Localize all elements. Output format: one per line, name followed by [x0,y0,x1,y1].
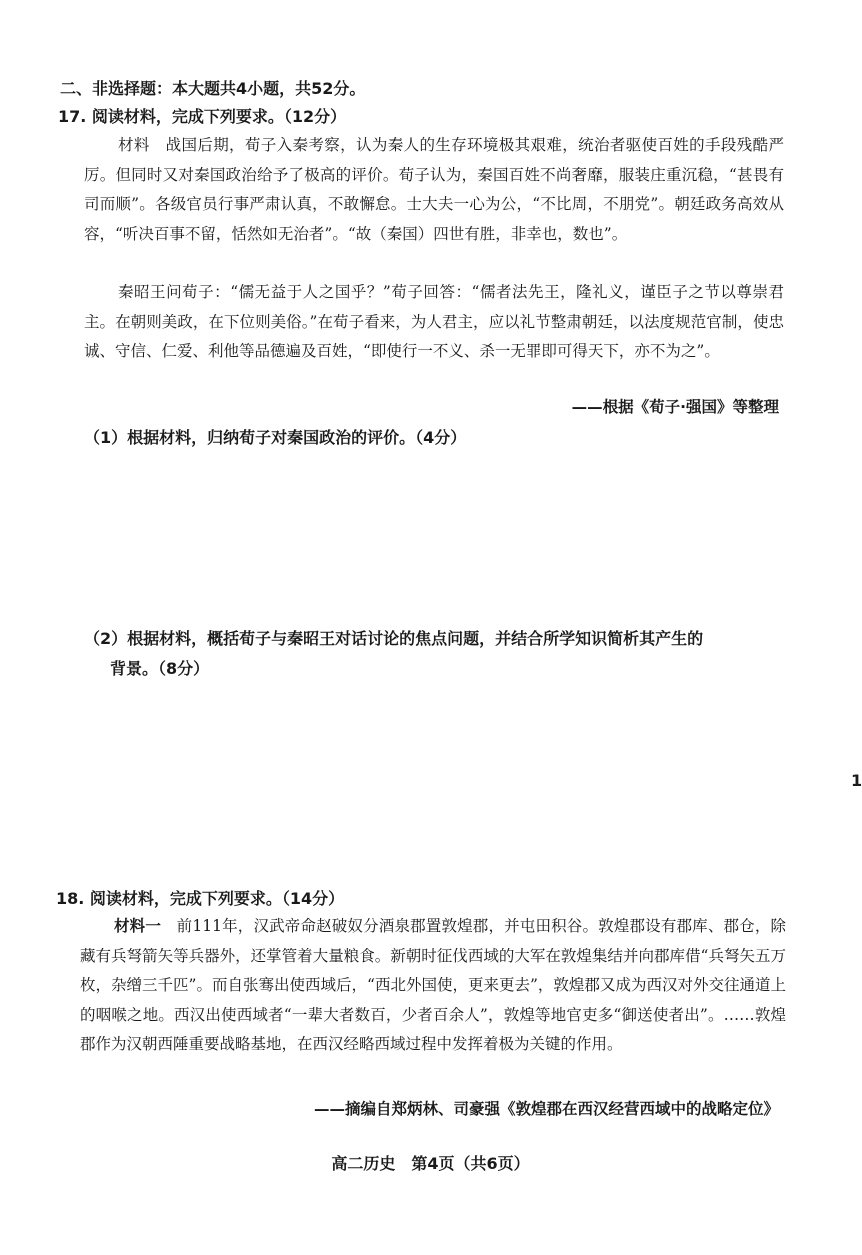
q18-material-text: 前111年，汉武帝命赵破奴分酒泉郡置敦煌郡，并屯田积谷。敦煌郡设有郡库、郡仓，除藏有兵弩箭矢等兵器外，还掌管着大量粮食。新朝时征伐西域的大军在敦煌集结并向郡库借“兵弩矢五万枚，杂缯三千匹”。而自张骞出使西域后，“西北外国使，更来更去”，敦煌郡又成为西汉对外交往通道上的咽喉之地。西汉出使西域者“一辈大者数百，少者百余人”，敦煌等地官吏多“御送使者出”。……敦煌郡作为汉朝西陲重要战略基地，在西汉经略西域过程中发挥着极为关键的作用。 [80,917,786,1053]
page-footer: 高二历史 第4页（共6页） [331,1154,530,1173]
section-heading: 二、非选择题：本大题共4小题，共52分。 [60,79,366,98]
q17-material-paragraph-2: 秦昭王问荀子：“儒无益于人之国乎？”荀子回答：“儒者法先王，隆礼义，谨臣子之节以尊崇君主。在朝则美政，在下位则美俗。”在荀子看来，为人君主，应以礼节整肃朝廷，以法度规范官制，使忠诚、守信、仁爱、利他等品德遍及百姓，“即使行一不义、杀一无罪即可得天下，亦不为之”。 [84,283,784,360]
q17-source-citation: ——根据《荀子·强国》等整理 [571,398,779,416]
page-edge-mark: 1 [851,771,862,790]
q18-material-1 [80,912,786,1060]
question-18-title: 18. 阅读材料，完成下列要求。（14分） [56,889,345,908]
q17-subquestion-2-line-2: 背景。（8分） [110,659,210,678]
q17-subquestion-1: （1）根据材料，归纳荀子对秦国政治的评价。（4分） [84,428,467,447]
question-17-title: 17. 阅读材料，完成下列要求。（12分） [58,107,347,126]
q18-material-label: 材料一 [114,917,162,935]
q17-material-paragraph-1: 材料 战国后期，荀子入秦考察，认为秦人的生存环境极其艰难，统治者驱使百姓的手段残酷严厉。但同时又对秦国政治给予了极高的评价。荀子认为，秦国百姓不尚奢靡，服装庄重沉稳，“甚畏有司而顺”。各级官员行事严肃认真，不敢懈怠。士大夫一心为公，“不比周，不朋党”。朝廷政务高效从容，“听决百事不留，恬然如无治者”。“故（秦国）四世有胜，非幸也，数也”。 [84,136,784,243]
q18-source-citation: ——摘编自郑炳林、司豪强《敦煌郡在西汉经营西域中的战略定位》 [313,1100,779,1118]
q17-subquestion-2-line-1: （2）根据材料，概括荀子与秦昭王对话讨论的焦点问题，并结合所学知识简析其产生的 [84,629,704,648]
q17-subquestion-2 [84,624,786,684]
